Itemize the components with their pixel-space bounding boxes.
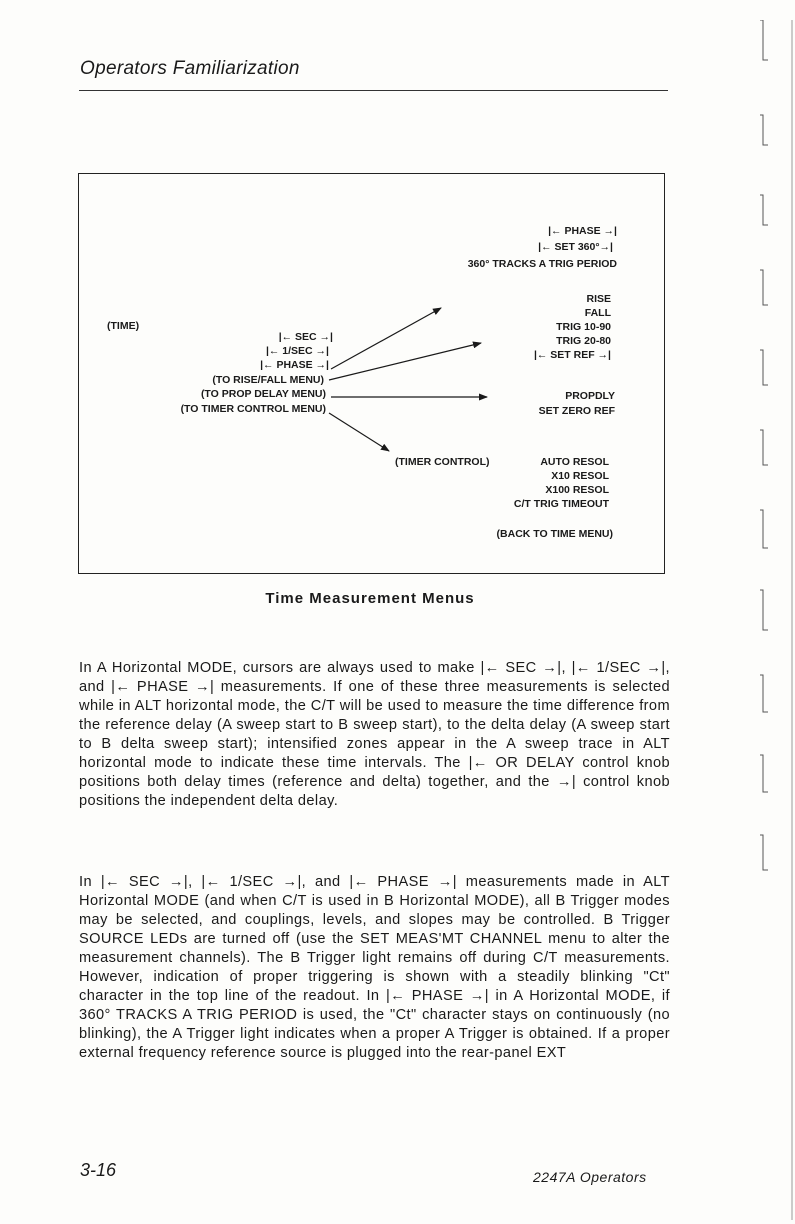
- phase-option: |← PHASE →|: [548, 225, 617, 237]
- propdly-option: PROPDLY: [565, 390, 615, 402]
- time-menu-figure: [78, 173, 665, 574]
- phase-menu-option: |← PHASE →|: [260, 359, 329, 371]
- back-to-time-menu-option: (BACK TO TIME MENU): [496, 528, 613, 540]
- figure-caption: Time Measurement Menus: [265, 590, 475, 607]
- set-ref-option: |← SET REF →|: [533, 349, 611, 361]
- auto-resol-option: AUTO RESOL: [540, 456, 609, 468]
- page-number: 3-16: [80, 1160, 117, 1180]
- paragraph-2: In |← SEC →|, |← 1/SEC →|, and |← PHASE →| measurements made in ALT Horizontal MODE (and when C/T is used in B Horizontal MODE), all B Trigger modes may be selected, and couplings, levels, and slopes may be controlled. B Trigger SOURCE LEDs are turned off (use the SET MEAS'MT CHANNEL menu to alter the measurement channels). The B Trigger light remains off during C/T measurements. However, indication of proper triggering is shown with a steadily blinking "Ct" character in the top line of the readout. In |← PHASE →| in A Horizontal MODE, if 360° TRACKS A TRIG PERIOD is used, the "Ct" character stays on continuously (no blinking), the A Trigger light indicates when a proper A Trigger is obtained. If a proper external frequency reference source is plugged into the rear-panel EXT: [79, 874, 670, 1061]
- set-360-option: |← SET 360°→|: [538, 241, 613, 253]
- arrow-to-rise-fall-menu: [329, 343, 481, 380]
- arrow-to-timer-control-menu: [329, 413, 389, 451]
- to-rise-fall-option: (TO RISE/FALL MENU): [212, 374, 324, 386]
- x10-resol-option: X10 RESOL: [551, 470, 609, 482]
- one-over-sec-option: |← 1/SEC →|: [265, 345, 329, 357]
- manual-title: 2247A Operators: [533, 1169, 647, 1185]
- tracks-trig-period-option: 360° TRACKS A TRIG PERIOD: [467, 258, 617, 270]
- binding-edge-marks: [760, 20, 795, 1220]
- timer-control-label: (TIMER CONTROL): [395, 456, 490, 468]
- page-header-title: Operators Familiarization: [80, 58, 300, 79]
- sec-option: |← SEC →|: [278, 331, 333, 343]
- arrow-to-top-menu: [331, 308, 441, 369]
- header-rule: [79, 90, 668, 91]
- to-prop-delay-option: (TO PROP DELAY MENU): [200, 388, 326, 400]
- paragraph-1: In A Horizontal MODE, cursors are always used to make |← SEC →|, |← 1/SEC →|, and |← PHASE →| measurements. If one of these three measurements is selected while in ALT horizontal mode, the C/T will be used to measure the time difference from the reference delay (A sweep start to B sweep start), to the delta delay (A sweep start to B delta sweep start); intensified zones appear in the A sweep trace in ALT horizontal mode to indicate these time intervals. The |← OR DELAY control knob positions both delay times (reference and delta) together, and the →| control knob positions the independent delta delay.: [79, 660, 670, 809]
- x100-resol-option: X100 RESOL: [545, 484, 609, 496]
- trig-20-80-option: TRIG 20-80: [556, 335, 611, 347]
- set-zero-ref-option: SET ZERO REF: [538, 405, 615, 417]
- time-menu-label: (TIME): [107, 320, 140, 332]
- to-timer-control-option: (TO TIMER CONTROL MENU): [180, 403, 326, 415]
- fall-option: FALL: [584, 307, 611, 319]
- rise-option: RISE: [586, 293, 611, 305]
- ct-trig-timeout-option: C/T TRIG TIMEOUT: [513, 498, 609, 510]
- trig-10-90-option: TRIG 10-90: [556, 321, 611, 333]
